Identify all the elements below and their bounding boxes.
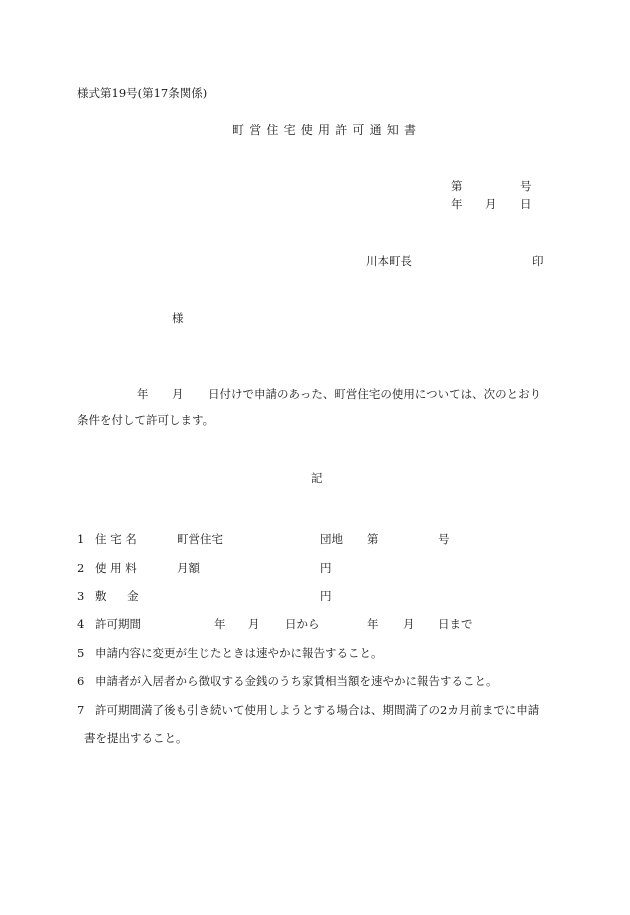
item4-day-from: 日から: [285, 617, 320, 631]
doc-number-prefix: 第: [451, 179, 463, 193]
item1-unit-danchi: 団地: [320, 532, 343, 546]
addressee-suffix: 様: [172, 311, 184, 325]
item2-number: 2: [77, 561, 85, 575]
item5-text: 申請内容に変更が生じたときは速やかに報告すること。: [95, 646, 383, 660]
item1-unit-go: 号: [438, 532, 450, 546]
date-month: 月: [485, 197, 497, 211]
item2-unit: 円: [320, 561, 332, 575]
item7-number: 7: [77, 703, 85, 717]
item1-label: 住 宅 名: [95, 532, 137, 546]
item7-continuation: 書を提出すること。: [84, 731, 188, 745]
item3-label: 敷 金: [95, 589, 139, 603]
item4-label: 許可期間: [95, 617, 141, 631]
body-line1: 日付けで申請のあった、町営住宅の使用については、次のとおり: [208, 387, 542, 401]
document-title: 町営住宅使用許可通知書: [232, 123, 422, 137]
item1-prefix: 町営住宅: [177, 532, 223, 546]
item4-year-to: 年: [367, 617, 379, 631]
item5-number: 5: [77, 646, 85, 660]
item3-number: 3: [77, 589, 85, 603]
item2-label: 使 用 料: [95, 561, 137, 575]
issuer-name: 川本町長: [366, 254, 412, 268]
form-number: 様式第19号(第17条関係): [77, 86, 208, 100]
doc-number-suffix: 号: [520, 179, 532, 193]
body-line2: 条件を付して許可します。: [77, 413, 215, 427]
item4-day-to: 日まで: [438, 617, 473, 631]
body-month: 月: [172, 387, 184, 401]
item4-number: 4: [77, 617, 85, 631]
body-year: 年: [137, 387, 149, 401]
seal-mark: 印: [532, 254, 544, 268]
ki-heading: 記: [311, 471, 323, 485]
item4-month-to: 月: [403, 617, 415, 631]
item6-number: 6: [77, 674, 85, 688]
item2-prefix: 月額: [177, 561, 200, 575]
date-year: 年: [451, 197, 463, 211]
item7-text: 許可期間満了後も引き続いて使用しようとする場合は、期間満了の2カ月前までに申請: [95, 703, 540, 717]
item1-unit-dai: 第: [367, 532, 379, 546]
item1-number: 1: [77, 532, 85, 546]
item3-unit: 円: [320, 589, 332, 603]
item4-year-from: 年: [214, 617, 226, 631]
item6-text: 申請者が入居者から徴収する金銭のうち家賃相当額を速やかに報告すること。: [95, 674, 498, 688]
date-day: 日: [520, 197, 532, 211]
item4-month-from: 月: [248, 617, 260, 631]
